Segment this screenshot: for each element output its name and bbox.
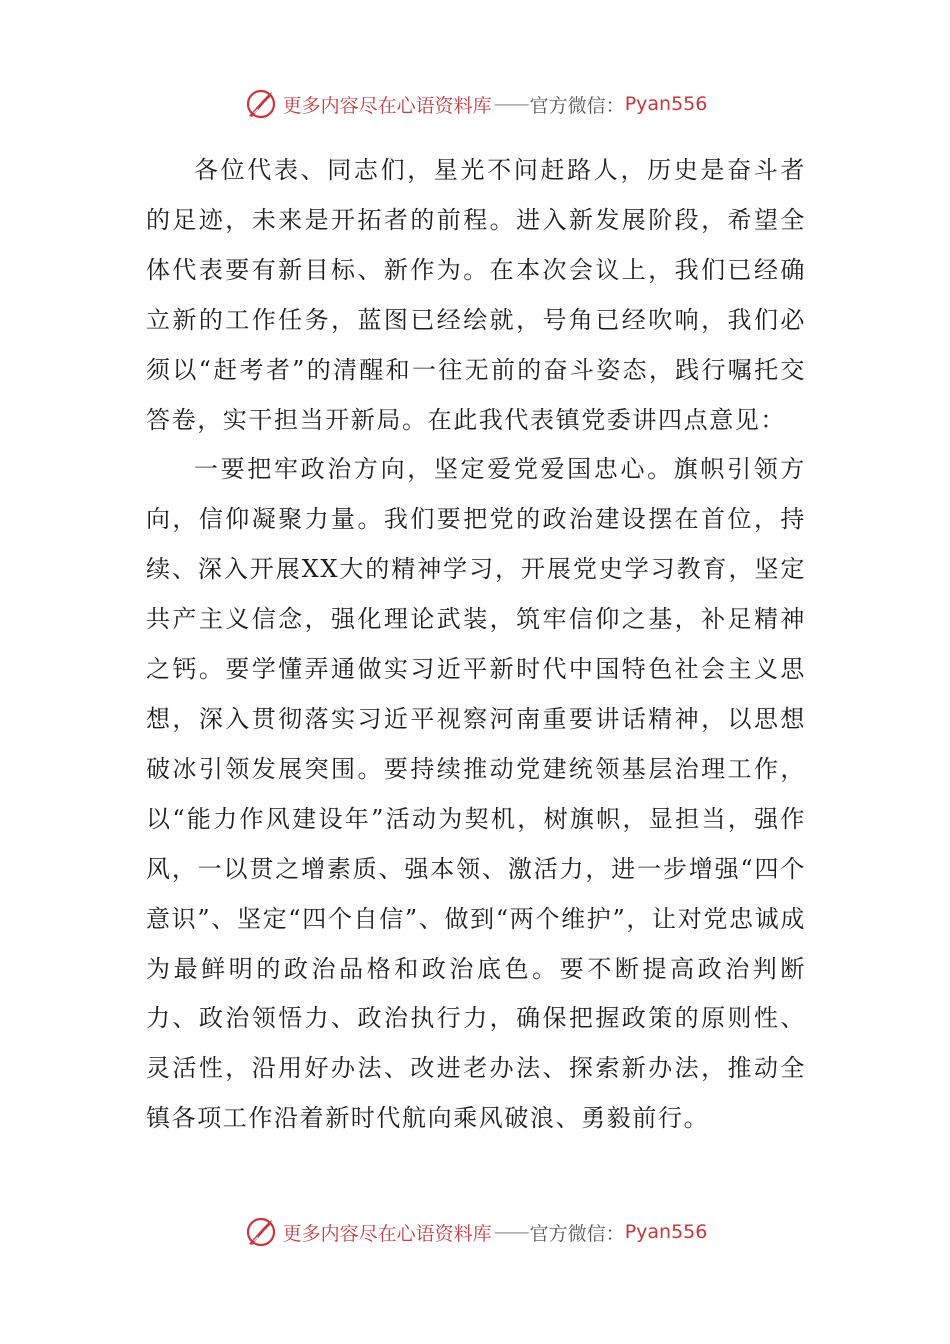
paragraph-intro: 各位代表、同志们，星光不问赶路人，历史是奋斗者的足迹，未来是开拓者的前程。进入新发展阶段，希望全体代表要有新目标、新作为。在本次会议上，我们已经确立新的工作任务，蓝图已经绘就，号角已经吹响，我们必须以“赶考者”的清醒和一往无前的奋斗姿态，践行嘱托交答卷，实干担当开新局。在此我代表镇党委讲四点意见： <box>146 156 806 434</box>
header-banner <box>0 84 950 124</box>
wechat-account: Pyan556 <box>624 93 708 115</box>
separator: —— <box>493 93 528 115</box>
document-body <box>146 146 806 1144</box>
site-text: 更多内容尽在心语资料库 <box>282 1222 492 1245</box>
wechat-label: 官方微信： <box>529 1222 625 1245</box>
separator: —— <box>493 1221 528 1243</box>
footer-banner <box>0 1212 950 1252</box>
quill-pen-circle-icon <box>243 1214 279 1250</box>
site-text: 更多内容尽在心语资料库 <box>282 94 492 117</box>
wechat-label: 官方微信： <box>529 94 625 117</box>
quill-pen-circle-icon <box>243 86 279 122</box>
wechat-account: Pyan556 <box>624 1221 708 1243</box>
paragraph-point-one: 一要把牢政治方向，坚定爱党爱国忠心。旗帜引领方向，信仰凝聚力量。我们要把党的政治建设摆在首位，持续、深入开展XX大的精神学习，开展党史学习教育，坚定共产主义信念，强化理论武装，筑牢信仰之基，补足精神之钙。要学懂弄通做实习近平新时代中国特色社会主义思想，深入贯彻落实习近平视察河南重要讲话精神，以思想破冰引领发展突围。要持续推动党建统领基层治理工作，以“能力作风建设年”活动为契机，树旗帜，显担当，强作风，一以贯之增素质、强本领、激活力，进一步增强“四个意识”、坚定“四个自信”、做到“两个维护”，让对党忠诚成为最鲜明的政治品格和政治底色。要不断提高政治判断力、政治领悟力、政治执行力，确保把握政策的原则性、灵活性，沿用好办法、改进老办法、探索新办法，推动全镇各项工作沿着新时代航向乘风破浪、勇毅前行。 <box>146 455 806 1133</box>
